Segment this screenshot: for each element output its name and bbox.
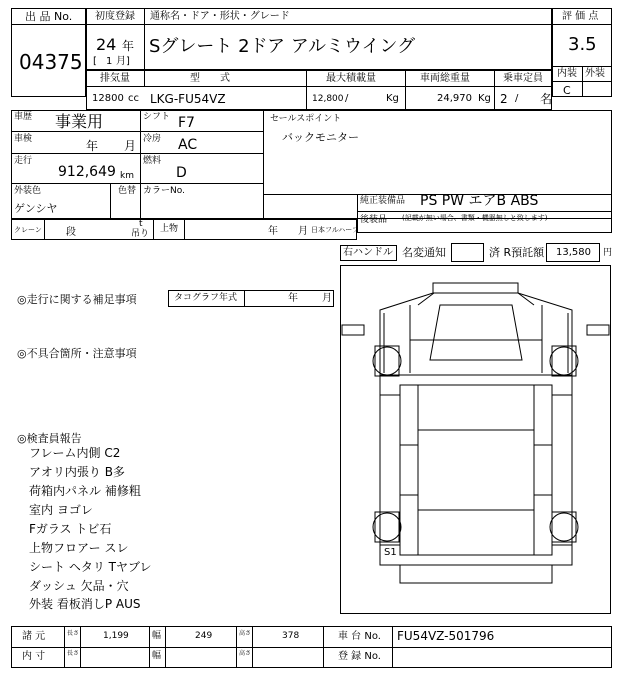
reg-year: 24 <box>96 35 117 54</box>
upper-month-unit: 月 <box>298 226 308 237</box>
exterior-label: 外装 <box>585 68 605 79</box>
reg-year-unit: 年 <box>122 39 135 53</box>
reg-month: 1 <box>106 56 113 67</box>
shift-label: シフト <box>143 112 171 122</box>
inner-label: 内 寸 <box>22 651 46 662</box>
score-value: 3.5 <box>568 34 597 55</box>
first-reg-label: 初度登録 <box>95 11 135 22</box>
retrofit-note: (記載が無い場合、書類・機器無しと致します) <box>402 214 548 222</box>
history-value: 事業用 <box>55 112 104 131</box>
inspector-line: ダッシュ 欠品・穴 <box>29 579 129 593</box>
upper-year-unit: 年 <box>268 226 278 237</box>
aircon-value: AC <box>178 137 198 153</box>
supplement-title: ◎走行に関する補足事項 <box>17 293 137 306</box>
reg-no-label: 登 録 No. <box>338 651 381 662</box>
type-value: LKG-FU54VZ <box>150 92 226 106</box>
reg-month-unit: 月] <box>116 56 130 67</box>
upper-label: 上物 <box>160 224 179 234</box>
inspector-line: 室内 ヨゴレ <box>29 503 93 517</box>
mileage-value: 912,649 <box>58 164 116 180</box>
width-value: 249 <box>195 631 213 641</box>
handle-value: 右ハンドル <box>343 247 393 258</box>
color-code-label: カラーNo. <box>143 186 185 196</box>
capacity-unit: 名 <box>540 92 553 106</box>
inspection-year-unit: 年 <box>86 139 99 153</box>
tacho-year-unit: 年 <box>288 293 298 304</box>
equip-label: 純正装備品 <box>360 196 406 206</box>
name-label: 通称名・ドア・形状・グレード <box>150 11 290 22</box>
dims-label: 諸 元 <box>22 631 46 642</box>
max-load-unit: Kg <box>386 93 399 104</box>
mileage-label: 走行 <box>14 156 33 166</box>
tax-unit: 円 <box>603 248 613 258</box>
model-name: Sグレート 2ドア アルミウイング <box>149 36 416 57</box>
gross-weight-unit: Kg <box>478 93 491 104</box>
lot-number: 04375 <box>19 50 83 74</box>
upper-maker: 日本フルハーフ <box>311 226 359 234</box>
score-label: 評 価 点 <box>562 11 599 22</box>
capacity-slash: / <box>515 93 519 104</box>
mileage-unit: km <box>120 171 134 181</box>
max-load-label: 最大積載量 <box>326 73 376 84</box>
sales-point-label: セールスポイント <box>270 114 342 124</box>
crane-stage-unit: 段 <box>66 227 76 238</box>
tax-label: 済 R預託額 <box>489 246 545 259</box>
inspector-line: シート ヘタリ Tヤブレ <box>29 560 152 574</box>
inner-width-label: 幅 <box>152 651 162 661</box>
aircon-label: 冷房 <box>143 134 162 144</box>
fuel-label: 燃料 <box>143 156 162 166</box>
diagram-mark: S1 <box>384 547 397 558</box>
chassis-value: FU54VZ-501796 <box>397 629 495 643</box>
tacho-label: タコグラフ年式 <box>174 293 238 303</box>
inspector-line: 上物フロアー スレ <box>29 541 129 555</box>
inspector-title: ◎検査員報告 <box>17 432 82 445</box>
name-change-box <box>451 243 484 262</box>
inspection-label: 車検 <box>14 134 33 144</box>
inspector-line: Fガラス トビ石 <box>29 522 112 536</box>
sales-point-value: バックモニター <box>282 131 359 144</box>
defect-title: ◎不具合箇所・注意事項 <box>17 347 137 360</box>
length-label: 長さ <box>67 630 80 637</box>
type-label: 型 式 <box>190 73 230 84</box>
reg-month-open: [ <box>93 56 97 67</box>
displacement-unit: cc <box>128 93 139 104</box>
displacement-label: 排気量 <box>100 73 130 84</box>
max-load-slash: / <box>345 93 349 104</box>
interior-label: 内装 <box>557 68 577 79</box>
lot-label: 出 品 No. <box>25 10 73 23</box>
inspector-line: 荷箱内パネル 補修粗 <box>29 484 141 498</box>
chassis-label: 車 台 No. <box>338 631 381 642</box>
inspector-line: フレーム内側 C2 <box>29 446 121 460</box>
fuel-value: D <box>176 165 187 181</box>
inner-height-label: 高さ <box>239 650 252 657</box>
max-load-value: 12,800 <box>312 94 344 104</box>
length-value: 1,199 <box>103 631 129 641</box>
capacity-label: 乗車定員 <box>503 73 543 84</box>
inspector-line: アオリ内張り B多 <box>29 465 125 479</box>
width-label: 幅 <box>152 631 162 641</box>
history-label: 車歴 <box>14 112 33 122</box>
crane-hook-unit: 吊り <box>131 229 150 239</box>
color-no-label: 色替 <box>118 186 137 196</box>
height-value: 378 <box>282 631 300 641</box>
displacement-value: 12800 <box>92 93 124 104</box>
shift-value: F7 <box>178 115 195 131</box>
ext-color-label: 外装色 <box>14 186 42 196</box>
interior-grade: C <box>563 84 571 97</box>
crane-ton-unit: t <box>139 219 143 229</box>
gross-weight-value: 24,970 <box>437 93 472 104</box>
crane-label: クレーン <box>14 226 42 234</box>
retrofit-label: 後装品 <box>360 215 388 225</box>
truck-diagram <box>340 265 611 614</box>
equipment-value: PS PW エアB ABS <box>420 193 539 209</box>
ext-color-value: ゲンシヤ <box>14 202 58 215</box>
tax-amount: 13,580 <box>556 247 591 258</box>
name-change-label: 名変通知 <box>402 246 446 259</box>
capacity-value: 2 <box>500 92 508 106</box>
gross-weight-label: 車両総重量 <box>420 73 470 84</box>
inspector-line: 外装 看板消しP AUS <box>29 597 141 611</box>
inner-length-label: 長さ <box>67 650 80 657</box>
tacho-month-unit: 月 <box>322 293 332 304</box>
inspection-month-unit: 月 <box>124 139 137 153</box>
height-label: 高さ <box>239 630 252 637</box>
